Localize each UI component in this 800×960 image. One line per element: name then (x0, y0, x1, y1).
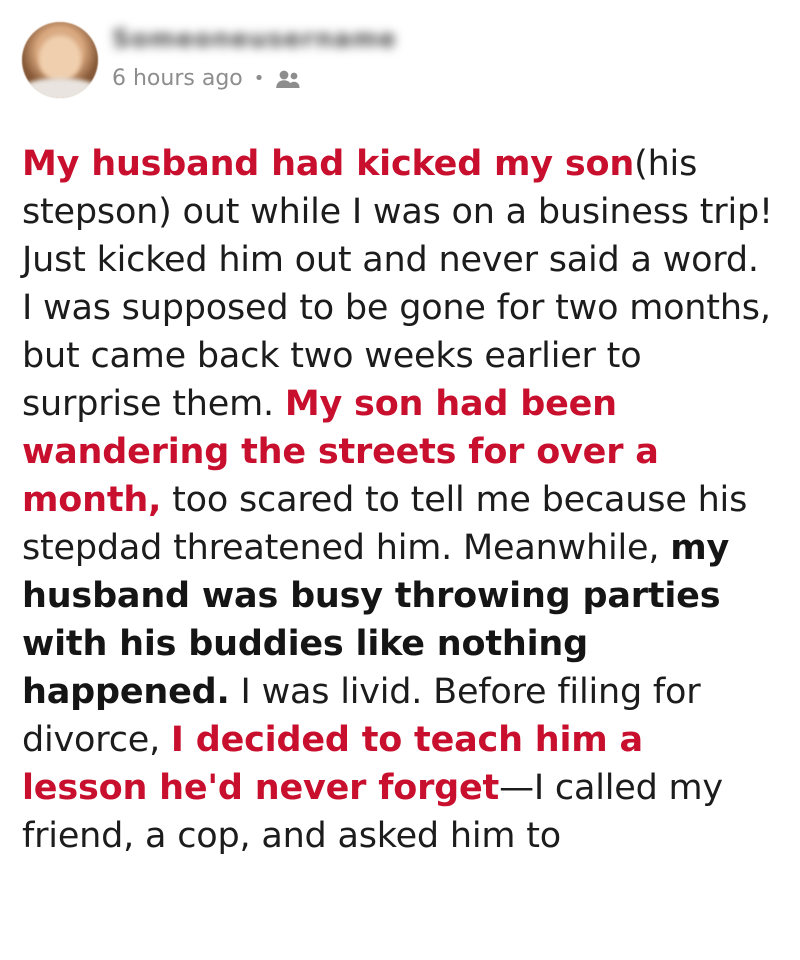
post-meta (112, 66, 778, 91)
post-text-segment-5: my husband was busy throwing parties with his buddies like nothing happened. (22, 528, 730, 712)
post-author-block (112, 18, 778, 91)
post-text-segment-1: My husband had kicked my son (22, 144, 635, 184)
post-text-segment-4: too scared to tell me because his stepdad threatened him. Meanwhile, (22, 480, 748, 568)
post-text-segment-6: I was livid. Before filing for divorce, (22, 672, 701, 760)
avatar-face (39, 36, 82, 80)
author-name[interactable]: Someoneusername (112, 24, 397, 53)
avatar-shoulder (22, 78, 98, 98)
post-text-segment-2: (his stepson) out while I was on a business trip! Just kicked him out and never said a word. I was supposed to be gone for two months, but came back two weeks earlier to surprise them. (22, 144, 773, 424)
post-header (22, 18, 778, 128)
post-text-segment-7: I decided to teach him a lesson he'd never forget (22, 720, 643, 808)
meta-separator: • (253, 67, 265, 89)
friends-icon[interactable] (275, 69, 301, 89)
post-text-segment-3: My son had been wandering the streets for over a month, (22, 384, 659, 520)
post-text-segment-8: —I called my friend, a cop, and asked him to (22, 768, 723, 856)
post-text (22, 140, 778, 860)
post-timestamp[interactable]: 6 hours ago (112, 66, 243, 91)
avatar[interactable] (22, 22, 98, 98)
